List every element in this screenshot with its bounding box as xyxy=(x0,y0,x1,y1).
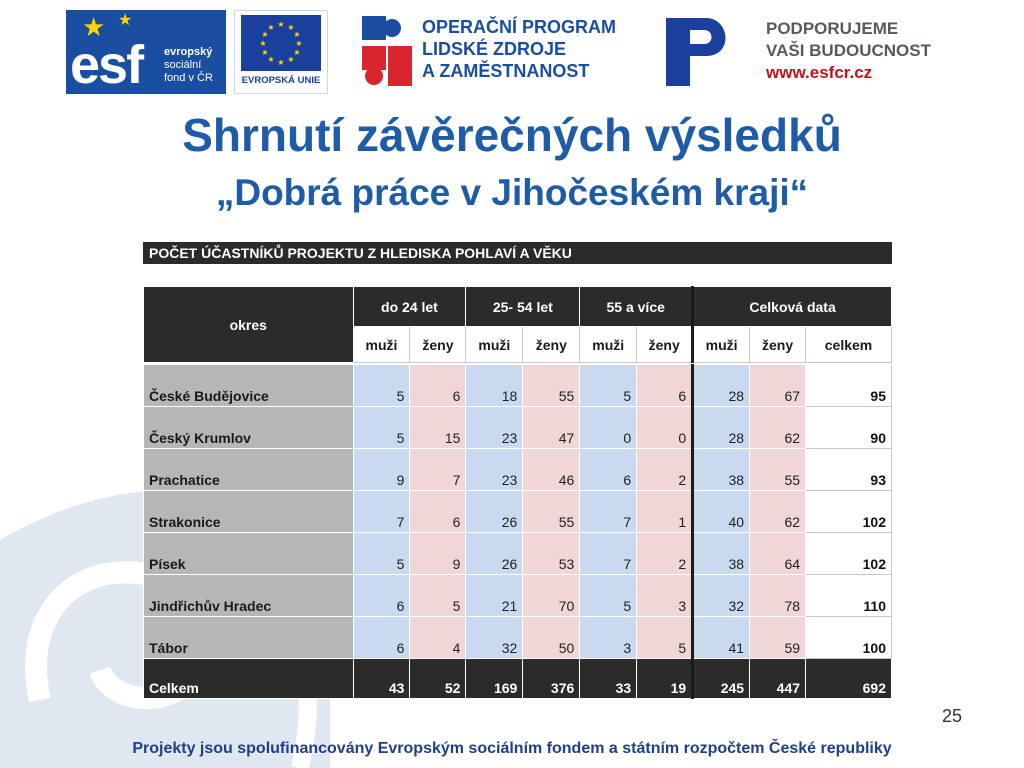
table-cell: 47 xyxy=(523,407,580,449)
table-row xyxy=(144,533,892,575)
table-cell: 5 xyxy=(410,575,466,617)
table-cell: 3 xyxy=(580,617,637,659)
row-okres-name: Písek xyxy=(144,533,354,575)
support-logo xyxy=(660,10,952,94)
table-cell: 102 xyxy=(806,533,892,575)
total-cell: 19 xyxy=(637,659,693,699)
header-okres: okres xyxy=(144,287,354,363)
table-cell: 9 xyxy=(353,449,410,491)
page-number: 25 xyxy=(941,706,962,726)
table-cell: 6 xyxy=(637,365,693,407)
total-label: Celkem xyxy=(144,659,354,699)
svg-text:★: ★ xyxy=(277,20,285,29)
table-cell: 2 xyxy=(637,449,693,491)
table-cell: 6 xyxy=(410,365,466,407)
svg-text:★: ★ xyxy=(277,58,285,67)
table-cell: 5 xyxy=(353,365,410,407)
table-cell: 67 xyxy=(750,365,806,407)
table-cell: 0 xyxy=(637,407,693,449)
table-cell: 78 xyxy=(750,575,806,617)
subheader-women: ženy xyxy=(410,327,466,363)
svg-text:★: ★ xyxy=(261,30,269,39)
table-cell: 28 xyxy=(693,407,750,449)
subheader-men: muži xyxy=(466,327,523,363)
svg-text:★: ★ xyxy=(293,30,301,39)
svg-text:★: ★ xyxy=(267,55,275,64)
participants-table xyxy=(143,286,892,699)
table-cell: 7 xyxy=(410,449,466,491)
esf-logo-word: esf xyxy=(70,35,143,95)
star-icon: ★ xyxy=(118,12,133,29)
svg-text:★: ★ xyxy=(287,23,295,32)
total-cell: 52 xyxy=(410,659,466,699)
table-caption: POČET ÚČASTNÍKŮ PROJEKTU Z HLEDISKA POHLAVÍ A VĚKU xyxy=(143,242,892,264)
table-cell: 23 xyxy=(466,407,523,449)
table-cell: 5 xyxy=(353,533,410,575)
svg-text:★: ★ xyxy=(295,39,303,48)
table-cell: 40 xyxy=(693,491,750,533)
total-cell: 169 xyxy=(466,659,523,699)
table-cell: 32 xyxy=(466,617,523,659)
table-cell: 2 xyxy=(637,533,693,575)
table-cell: 7 xyxy=(353,491,410,533)
table-row xyxy=(144,575,892,617)
star-icon: ★ xyxy=(82,12,106,42)
table-cell: 5 xyxy=(637,617,693,659)
row-okres-name: Tábor xyxy=(144,617,354,659)
table-cell: 110 xyxy=(806,575,892,617)
table-cell: 5 xyxy=(353,407,410,449)
table-cell: 38 xyxy=(693,449,750,491)
esf-logo xyxy=(66,10,226,94)
table-cell: 0 xyxy=(580,407,637,449)
table-cell: 62 xyxy=(750,491,806,533)
table-cell: 6 xyxy=(353,617,410,659)
table-cell: 90 xyxy=(806,407,892,449)
page-subtitle: „Dobrá práce v Jihočeském kraji“ xyxy=(215,172,809,213)
table-row xyxy=(144,491,892,533)
table-cell: 18 xyxy=(466,365,523,407)
eu-flag-icon xyxy=(241,15,321,71)
table-cell: 6 xyxy=(353,575,410,617)
table-cell: 62 xyxy=(750,407,806,449)
subheader-women: ženy xyxy=(523,327,580,363)
table-cell: 5 xyxy=(580,575,637,617)
puzzle-icon xyxy=(360,12,414,92)
total-cell: 692 xyxy=(806,659,892,699)
header-group: Celková data xyxy=(693,287,892,327)
svg-text:★: ★ xyxy=(267,23,275,32)
table-cell: 93 xyxy=(806,449,892,491)
total-cell: 376 xyxy=(523,659,580,699)
pp-mark-icon xyxy=(660,12,738,92)
page-title: Shrnutí závěrečných výsledků xyxy=(182,109,842,161)
row-okres-name: České Budějovice xyxy=(144,365,354,407)
table-row xyxy=(144,365,892,407)
table-cell: 46 xyxy=(523,449,580,491)
table-cell: 70 xyxy=(523,575,580,617)
table-cell: 23 xyxy=(466,449,523,491)
table-cell: 6 xyxy=(580,449,637,491)
subheader-men: muži xyxy=(693,327,750,363)
table-cell: 41 xyxy=(693,617,750,659)
support-url: www.esfcr.cz xyxy=(766,63,873,82)
subheader-women: ženy xyxy=(750,327,806,363)
table-cell: 26 xyxy=(466,491,523,533)
eu-label: EVROPSKÁ UNIE xyxy=(241,75,321,86)
table-cell: 59 xyxy=(750,617,806,659)
row-okres-name: Český Krumlov xyxy=(144,407,354,449)
header-group: do 24 let xyxy=(353,287,466,327)
subheader-men: muži xyxy=(580,327,637,363)
table-cell: 102 xyxy=(806,491,892,533)
table-cell: 32 xyxy=(693,575,750,617)
table-cell: 21 xyxy=(466,575,523,617)
row-okres-name: Strakonice xyxy=(144,491,354,533)
svg-text:★: ★ xyxy=(259,39,267,48)
table-cell: 6 xyxy=(410,491,466,533)
table-body xyxy=(144,363,892,699)
total-cell: 245 xyxy=(693,659,750,699)
row-okres-name: Prachatice xyxy=(144,449,354,491)
table-cell: 3 xyxy=(637,575,693,617)
table-cell: 15 xyxy=(410,407,466,449)
svg-text:★: ★ xyxy=(261,48,269,57)
table-cell: 55 xyxy=(523,491,580,533)
table-row xyxy=(144,407,892,449)
total-cell: 33 xyxy=(580,659,637,699)
subheader-men: muži xyxy=(353,327,410,363)
op-logo-text: OPERAČNÍ PROGRAM LIDSKÉ ZDROJE A ZAMĚSTNANOST xyxy=(422,17,617,81)
op-logo xyxy=(360,10,640,94)
table-cell: 1 xyxy=(637,491,693,533)
total-cell: 447 xyxy=(750,659,806,699)
table-row xyxy=(144,617,892,659)
table-cell: 64 xyxy=(750,533,806,575)
subheader-total: celkem xyxy=(806,327,892,363)
table-cell: 26 xyxy=(466,533,523,575)
table-cell: 28 xyxy=(693,365,750,407)
table-cell: 7 xyxy=(580,491,637,533)
header-group: 55 a více xyxy=(580,287,693,327)
subheader-women: ženy xyxy=(637,327,693,363)
table-cell: 55 xyxy=(523,365,580,407)
logo-bar xyxy=(66,10,952,94)
svg-text:★: ★ xyxy=(293,48,301,57)
table-total-row xyxy=(144,659,892,699)
header-group: 25- 54 let xyxy=(466,287,580,327)
table-cell: 5 xyxy=(580,365,637,407)
table-cell: 100 xyxy=(806,617,892,659)
eu-logo xyxy=(234,10,328,94)
support-logo-text: PODPORUJEME VAŠI BUDOUCNOST www.esfcr.cz xyxy=(766,19,931,82)
table-cell: 9 xyxy=(410,533,466,575)
row-okres-name: Jindřichův Hradec xyxy=(144,575,354,617)
table-cell: 53 xyxy=(523,533,580,575)
table-cell: 95 xyxy=(806,365,892,407)
table-row xyxy=(144,449,892,491)
table-cell: 50 xyxy=(523,617,580,659)
esf-logo-text: evropský sociální fond v ČR xyxy=(164,46,213,84)
table-cell: 55 xyxy=(750,449,806,491)
table-cell: 7 xyxy=(580,533,637,575)
table-cell: 38 xyxy=(693,533,750,575)
total-cell: 43 xyxy=(353,659,410,699)
table-cell: 4 xyxy=(410,617,466,659)
footer-text: Projekty jsou spolufinancovány Evropským sociálním fondem a státním rozpočtem České republiky xyxy=(132,740,892,757)
svg-text:★: ★ xyxy=(287,55,295,64)
